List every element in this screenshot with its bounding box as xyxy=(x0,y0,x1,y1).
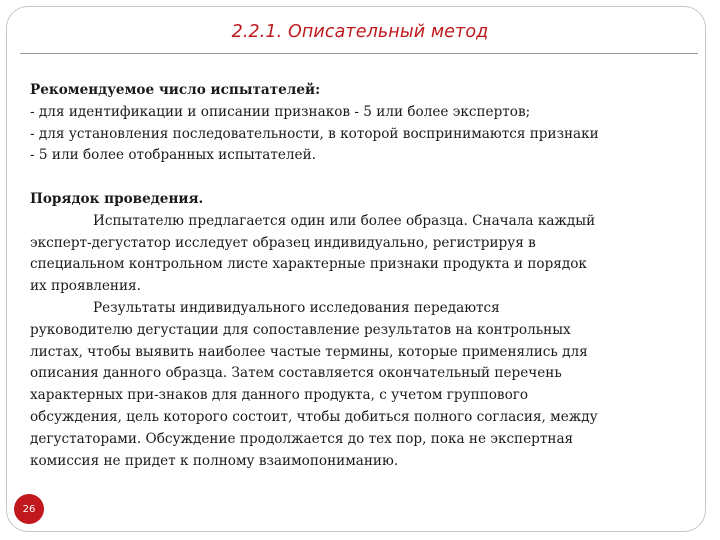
procedure-line: дегустаторами. Обсуждение продолжается до тех пор, пока не экспертная xyxy=(30,430,574,447)
procedure-line: специальном контрольном листе характерные признаки продукта и порядок xyxy=(30,256,587,273)
procedure-section xyxy=(30,189,695,472)
testers-count-section xyxy=(30,80,695,167)
criteria-line: - для установления последовательности, в которой воспринимаются признаки xyxy=(30,125,599,142)
slide-title: 2.2.1. Описательный метод xyxy=(231,22,489,42)
procedure-line: эксперт-дегустатор исследует образец индивидуально, регистрируя в xyxy=(30,234,536,251)
procedure-line: Испытателю предлагается один или более образца. Сначала каждый xyxy=(93,212,596,229)
procedure-line: их проявления. xyxy=(30,278,141,295)
procedure-line: обсуждения, цель которого состоит, чтобы добиться полного согласия, между xyxy=(30,408,598,425)
criteria-line: - 5 или более отобранных испытателей. xyxy=(30,147,316,164)
procedure-line: руководителю дегустации для сопоставление результатов на контрольных xyxy=(30,321,571,338)
procedure-heading: Порядок проведения. xyxy=(30,191,204,207)
page-number-badge: 26 xyxy=(14,494,44,524)
testers-count-heading: Рекомендуемое число испытателей: xyxy=(30,82,321,98)
procedure-line: характерных при-знаков для данного продукта, с учетом группового xyxy=(30,387,529,404)
procedure-line: описания данного образца. Затем составляется окончательный перечень xyxy=(30,365,562,382)
procedure-line: комиссия не придет к полному взаимопониманию. xyxy=(30,452,399,469)
procedure-line: Результаты индивидуального исследования передаются xyxy=(93,299,500,316)
title-divider xyxy=(20,53,698,54)
criteria-line: - для идентификации и описании признаков - 5 или более экспертов; xyxy=(30,103,531,120)
procedure-line: листах, чтобы выявить наиболее частые термины, которые применялись для xyxy=(30,343,588,360)
